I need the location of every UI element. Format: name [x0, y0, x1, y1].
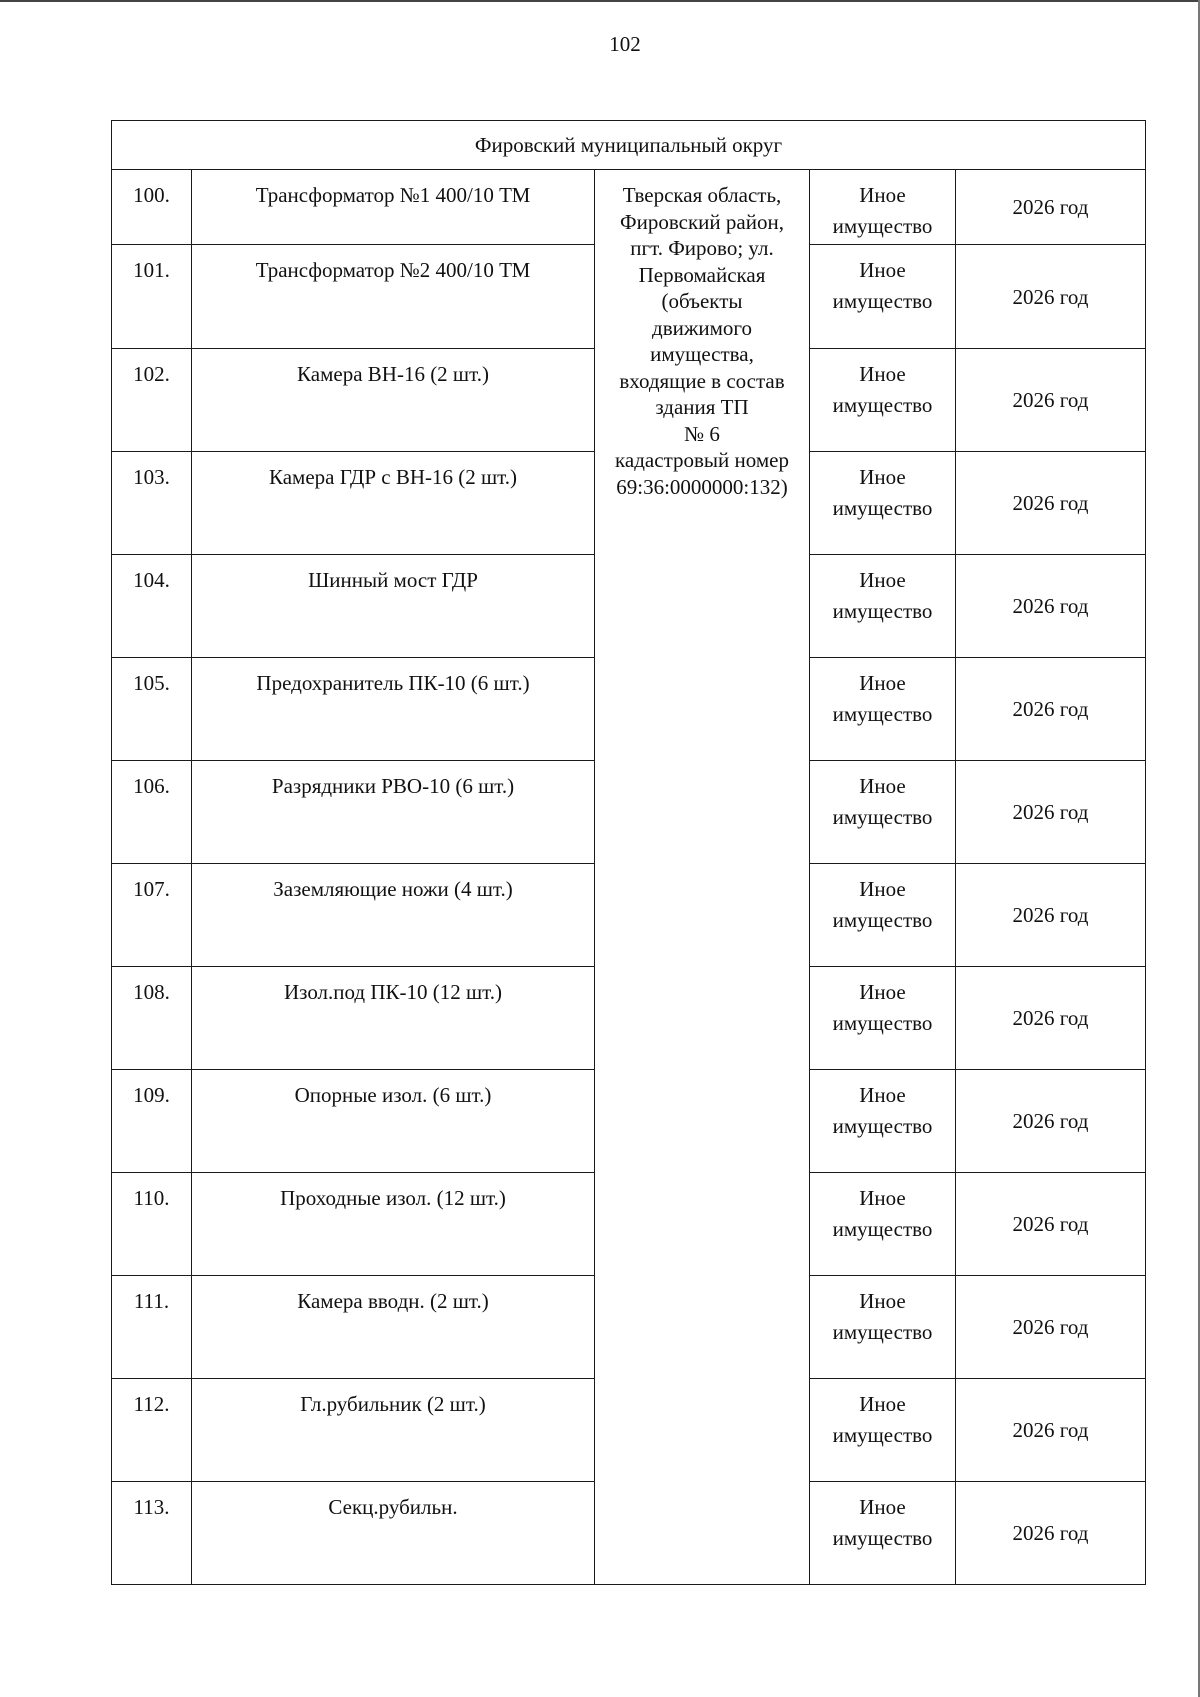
property-name: Разрядники РВО-10 (6 шт.): [192, 761, 595, 864]
property-kind: Иное имущество: [810, 1070, 956, 1173]
privatization-year: 2026 год: [956, 967, 1146, 1070]
property-address: Тверская область, Фировский район, пгт. Фирово; ул. Первомайская (объекты движимого имущества, входящие в состав здания ТП № 6 кадастровый номер 69:36:0000000:132): [595, 170, 810, 1585]
property-name: Предохранитель ПК-10 (6 шт.): [192, 658, 595, 761]
row-number: 103.: [112, 452, 192, 555]
row-number: 111.: [112, 1276, 192, 1379]
row-number: 113.: [112, 1482, 192, 1585]
property-kind: Иное имущество: [810, 967, 956, 1070]
privatization-year: 2026 год: [956, 1070, 1146, 1173]
property-kind: Иное имущество: [810, 1173, 956, 1276]
scan-edge-top: [0, 0, 1200, 2]
row-number: 107.: [112, 864, 192, 967]
row-number: 102.: [112, 349, 192, 452]
property-kind: Иное имущество: [810, 1276, 956, 1379]
property-kind: Иное имущество: [810, 555, 956, 658]
property-kind: Иное имущество: [810, 349, 956, 452]
section-title: Фировский муниципальный округ: [112, 121, 1146, 170]
privatization-year: 2026 год: [956, 1276, 1146, 1379]
property-kind: Иное имущество: [810, 170, 956, 245]
property-kind: Иное имущество: [810, 658, 956, 761]
section-header-row: [112, 121, 1146, 170]
privatization-year: 2026 год: [956, 1379, 1146, 1482]
property-name: Камера ВН-16 (2 шт.): [192, 349, 595, 452]
property-name: Секц.рубильн.: [192, 1482, 595, 1585]
property-kind: Иное имущество: [810, 452, 956, 555]
property-name: Камера ГДР с ВН-16 (2 шт.): [192, 452, 595, 555]
property-kind: Иное имущество: [810, 1379, 956, 1482]
property-name: Изол.под ПК-10 (12 шт.): [192, 967, 595, 1070]
row-number: 110.: [112, 1173, 192, 1276]
property-kind: Иное имущество: [810, 761, 956, 864]
privatization-year: 2026 год: [956, 245, 1146, 349]
property-name: Шинный мост ГДР: [192, 555, 595, 658]
property-name: Трансформатор №2 400/10 ТМ: [192, 245, 595, 349]
row-number: 104.: [112, 555, 192, 658]
property-name: Трансформатор №1 400/10 ТМ: [192, 170, 595, 245]
privatization-year: 2026 год: [956, 452, 1146, 555]
property-name: Проходные изол. (12 шт.): [192, 1173, 595, 1276]
property-table-body: [112, 121, 1146, 1585]
privatization-year: 2026 год: [956, 349, 1146, 452]
row-number: 108.: [112, 967, 192, 1070]
privatization-year: 2026 год: [956, 1173, 1146, 1276]
property-kind: Иное имущество: [810, 864, 956, 967]
privatization-year: 2026 год: [956, 761, 1146, 864]
privatization-year: 2026 год: [956, 658, 1146, 761]
property-name: Гл.рубильник (2 шт.): [192, 1379, 595, 1482]
property-name: Опорные изол. (6 шт.): [192, 1070, 595, 1173]
privatization-year: 2026 год: [956, 170, 1146, 245]
privatization-year: 2026 год: [956, 1482, 1146, 1585]
table-row: [112, 170, 1146, 245]
privatization-year: 2026 год: [956, 555, 1146, 658]
property-name: Заземляющие ножи (4 шт.): [192, 864, 595, 967]
row-number: 105.: [112, 658, 192, 761]
privatization-year: 2026 год: [956, 864, 1146, 967]
row-number: 106.: [112, 761, 192, 864]
property-kind: Иное имущество: [810, 1482, 956, 1585]
property-kind: Иное имущество: [810, 245, 956, 349]
property-name: Камера вводн. (2 шт.): [192, 1276, 595, 1379]
row-number: 112.: [112, 1379, 192, 1482]
row-number: 100.: [112, 170, 192, 245]
property-table: [111, 120, 1146, 1585]
page-number: 102: [609, 32, 641, 56]
row-number: 109.: [112, 1070, 192, 1173]
row-number: 101.: [112, 245, 192, 349]
